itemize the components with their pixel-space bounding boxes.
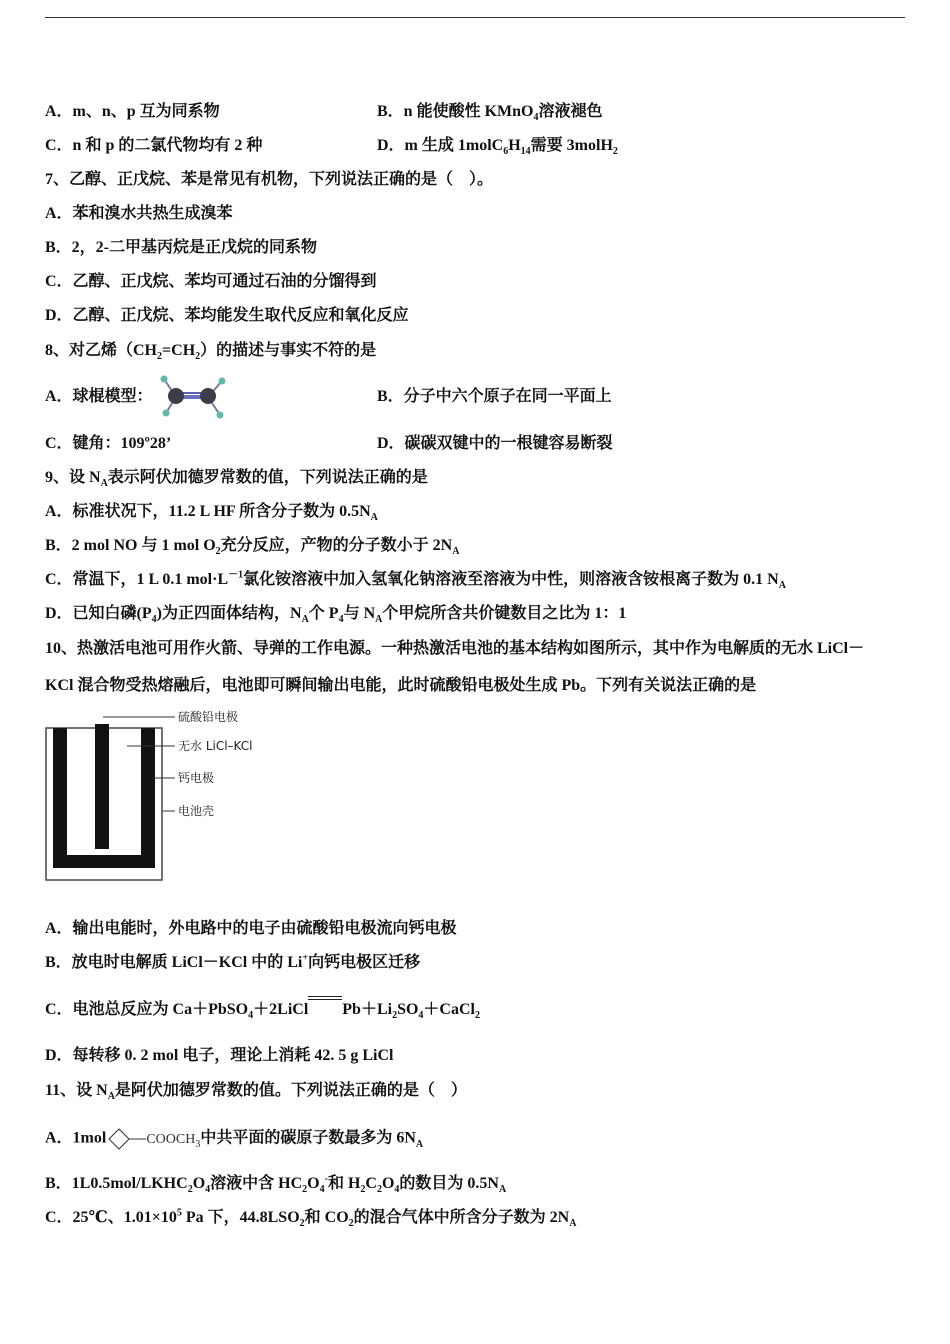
q8-option-d: D．碳碳双键中的一根键容易断裂 bbox=[377, 435, 613, 452]
q11-option-b: B．$1L0.5mol/LKHC_2O_4$溶液中含 $HC_2O_4^-$和 $H_2C_2O_4$的数目为 $0.5N_A$ bbox=[45, 1173, 507, 1196]
q9-stem: 9、设 $N_A$表示阿伏加德罗常数的值，下列说法正确的是 bbox=[45, 469, 428, 490]
q6-option-b: B．n 能使酸性 KMnO$_4$溶液褪色 bbox=[377, 103, 603, 124]
q9-option-c: C．常温下，1 L 0.1 $mol\cdot L^{-1}$氯化铵溶液中加入氢氧化钠溶液至溶液为中性，则溶液含铵根离子数为 0.1 $N_A$ bbox=[45, 569, 786, 592]
q7-option-a: A．苯和溴水共热生成溴苯 bbox=[45, 205, 233, 222]
q10-option-a: A．输出电能时，外电路中的电子由硫酸铅电极流向钙电极 bbox=[45, 920, 457, 937]
q9-option-d: D．已知白磷$(P_4)$为正四面体结构，$N_A$个 $P_4$与 $N_A$个甲烷所含共价键数目之比为 1：1 bbox=[45, 605, 627, 626]
q11-stem: 11、设 $N_A$是阿伏加德罗常数的值。下列说法正确的是（ ） bbox=[45, 1082, 467, 1103]
q8-stem: 8、对乙烯$(CH_2=CH_2)$的描述与事实不符的是 bbox=[45, 342, 377, 363]
q7-option-c: C．乙醇、正戊烷、苯均可通过石油的分馏得到 bbox=[45, 273, 377, 290]
ball-stick-model-image bbox=[156, 373, 228, 419]
cyclobutene-ring-structure bbox=[106, 1126, 146, 1152]
q9-option-a: A．标准状况下，11.2 L HF 所含分子数为 $0.5N_A$ bbox=[45, 503, 378, 524]
q7-option-b: B．2，2-二甲基丙烷是正戊烷的同系物 bbox=[45, 239, 318, 256]
header-rule bbox=[45, 17, 905, 18]
q8-option-b: B．分子中六个原子在同一平面上 bbox=[377, 388, 612, 405]
battery-structure-diagram bbox=[45, 705, 305, 885]
diagram-label-electrolyte: 无水 LiCl–KCl bbox=[178, 739, 253, 753]
diagram-label-lead-sulfate: 硫酸铅电极 bbox=[178, 710, 239, 724]
q6-option-d: D．m 生成 $1molC_6H_{14}$需要 3molH$_2$ bbox=[377, 137, 618, 158]
lead-sulfate-electrode-shape bbox=[95, 724, 109, 849]
q8-option-a: A．球棍模型： bbox=[45, 388, 153, 405]
q11-option-a: A．1mol $COOCH_3$中共平面的碳原子数最多为 $6N_A$ bbox=[45, 1126, 423, 1152]
q7-option-d: D．乙醇、正戊烷、苯均能发生取代反应和氧化反应 bbox=[45, 307, 409, 324]
q6-option-c: C．n 和 p 的二氯代物均有 2 种 bbox=[45, 137, 263, 154]
q10-option-d: D．每转移 0. 2 mol 电子，理论上消耗 42. 5 g LiCl bbox=[45, 1047, 394, 1064]
q10-stem-line1: 10、热激活电池可用作火箭、导弹的工作电源。一种热激活电池的基本结构如图所示，其中作为电解质的无水 LiCl－ bbox=[45, 640, 865, 657]
q9-option-b: B．2 mol NO 与 1 mol $O_2$充分反应，产物的分子数小于 $2N_A$ bbox=[45, 537, 460, 558]
q11-option-c: C．25℃、$1.01\times 10^5$ Pa 下，$44.8LSO_2$和 $CO_2$的混合气体中所含分子数为 $2N_A$ bbox=[45, 1207, 577, 1230]
equation-equals-sign bbox=[308, 1000, 342, 1020]
q6-option-a: A．m、n、p 互为同系物 bbox=[45, 103, 220, 120]
ester-group-label: $COOCH_3$ bbox=[146, 1131, 201, 1150]
q10-stem-line2: KCl 混合物受热熔融后，电池即可瞬间输出电能，此时硫酸铅电极处生成 Pb。下列有关说法正确的是 bbox=[45, 677, 757, 694]
q10-option-c: C．电池总反应为 Ca＋PbSO$_4$＋2LiCl $Pb+Li_2SO_4+CaCl_2$ bbox=[45, 1001, 480, 1022]
diagram-label-calcium: 钙电极 bbox=[178, 771, 215, 785]
q8-option-c: C．键角：109º28’ bbox=[45, 435, 172, 452]
diagram-label-shell: 电池壳 bbox=[178, 804, 215, 818]
q7-stem: 7、乙醇、正戊烷、苯是常见有机物，下列说法正确的是（ ）。 bbox=[45, 171, 494, 188]
q10-option-b: B．放电时电解质 LiCl－KCl 中的 Li+向钙电极区迁移 bbox=[45, 952, 421, 971]
